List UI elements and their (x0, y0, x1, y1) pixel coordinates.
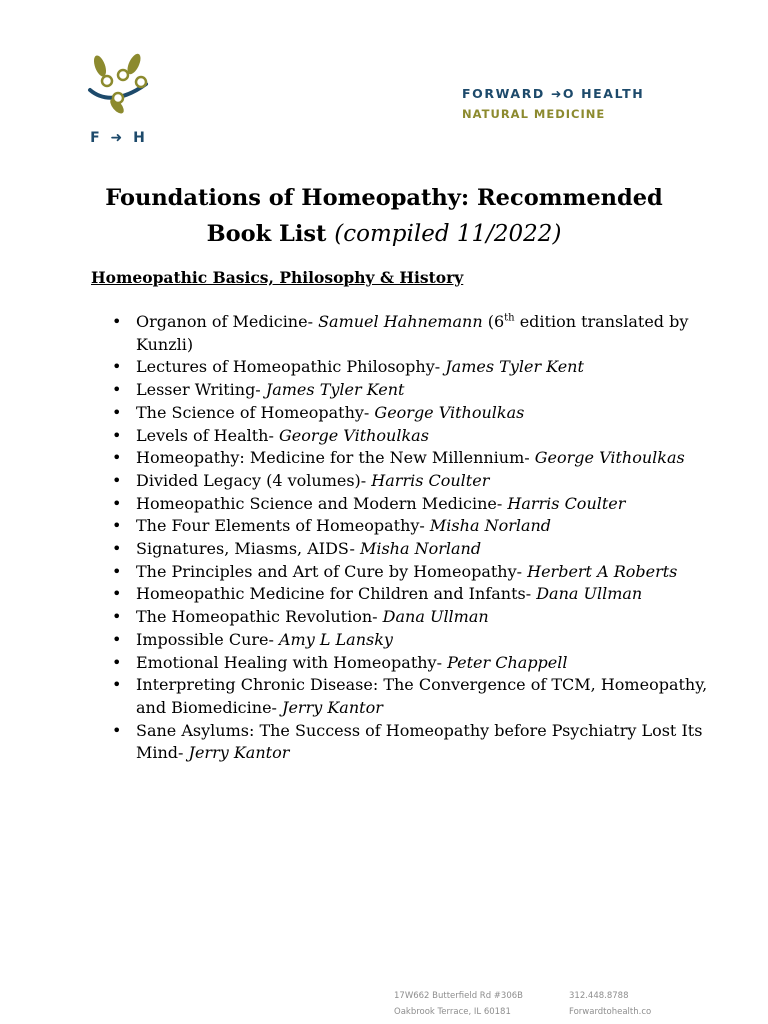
book-author: Amy L Lansky (278, 629, 393, 649)
book-title: Interpreting Chronic Disease: The Convergence of TCM, Homeopathy, and Biomedicine- (136, 675, 708, 717)
book-author: James Tyler Kent (265, 380, 405, 400)
bullet-icon: • (112, 539, 122, 559)
bullet-icon: • (112, 584, 122, 604)
book-list-item (112, 447, 712, 470)
book-title: The Science of Homeopathy- (136, 402, 375, 422)
book-title: The Homeopathic Revolution- (136, 607, 383, 627)
logo-monogram: F ➜ H (90, 130, 148, 146)
title-book-list: Book List (206, 221, 327, 247)
bullet-icon: • (112, 607, 122, 627)
book-list-item (112, 379, 712, 402)
section-heading: Homeopathic Basics, Philosophy & History (91, 268, 464, 287)
book-author: Samuel Hahnemann (318, 312, 483, 331)
book-author: James Tyler Kent (445, 357, 584, 377)
book-list-item (112, 311, 712, 356)
book-title: Sane Asylums: The Success of Homeopathy before Psychiatry Lost Its Mind- (136, 720, 703, 763)
book-author: Harris Coulter (371, 470, 490, 490)
brand-name: FORWARD ➜O HEALTH (462, 86, 645, 101)
book-list-item (112, 356, 712, 379)
bullet-icon: • (112, 652, 122, 672)
bullet-icon: • (112, 720, 122, 740)
bullet-icon: • (112, 425, 122, 445)
bullet-icon: • (112, 357, 122, 377)
bullet-icon: • (112, 402, 122, 422)
phone-number: 312.448.8788 (569, 991, 629, 1001)
bullet-icon: • (112, 380, 122, 400)
book-list-item (112, 561, 712, 584)
bullet-icon: • (112, 629, 122, 649)
book-author: Dana Ullman (382, 607, 489, 627)
title-line-1: Foundations of Homeopathy: Recommended (105, 185, 663, 211)
book-list-item (112, 425, 712, 448)
website-link[interactable]: Forwardtohealth.co (569, 1007, 652, 1017)
page-title (84, 180, 684, 252)
book-title: The Four Elements of Homeopathy- (136, 516, 430, 536)
bullet-icon: • (112, 561, 122, 581)
book-author: Herbert A Roberts (527, 561, 678, 581)
footer-contact (569, 988, 651, 1020)
brand-tagline: NATURAL MEDICINE (462, 107, 606, 121)
fh-logo-mark (84, 50, 154, 150)
bullet-icon: • (112, 516, 122, 536)
olive-branch-icon (84, 50, 154, 120)
book-title: Homeopathic Medicine for Children and Infants- (136, 584, 537, 604)
title-compiled-date: (compiled 11/2022) (334, 221, 562, 247)
footer-address (394, 988, 523, 1020)
book-author: George Vithoulkas (534, 448, 685, 468)
book-title: Divided Legacy (4 volumes)- (136, 470, 372, 490)
book-title: Homeopathy: Medicine for the New Millennium- (136, 448, 535, 468)
book-title: Impossible Cure- (136, 629, 279, 649)
book-note: edition translated by Kunzli) (136, 312, 689, 354)
book-list-item (112, 538, 712, 561)
book-list-item (112, 674, 712, 719)
book-title: Emotional Healing with Homeopathy- (136, 652, 448, 672)
book-list-item (112, 402, 712, 425)
book-title: Lesser Writing- (136, 380, 266, 400)
book-author: George Vithoulkas (278, 425, 429, 445)
book-title: Lectures of Homeopathic Philosophy- (136, 357, 446, 377)
book-title: Organon of Medicine- (136, 312, 319, 331)
bullet-icon: • (112, 470, 122, 490)
book-list-item (112, 606, 712, 629)
book-note-superscript: th (504, 312, 515, 324)
book-author: Misha Norland (359, 539, 482, 559)
book-author: Dana Ullman (536, 584, 643, 604)
book-title: Homeopathic Science and Modern Medicine- (136, 493, 508, 513)
book-list-item (112, 583, 712, 606)
book-author: Peter Chappell (447, 652, 568, 672)
bullet-icon: • (112, 312, 122, 331)
book-list-item (112, 720, 712, 765)
book-note: (6 (482, 312, 505, 331)
book-list-item (112, 652, 712, 675)
brand-logo (462, 86, 644, 121)
book-title: The Principles and Art of Cure by Homeopathy- (136, 561, 528, 581)
address-line-1: 17W662 Butterfield Rd #306B (394, 991, 523, 1001)
book-list-item (112, 629, 712, 652)
book-author: George Vithoulkas (374, 402, 525, 422)
bullet-icon: • (112, 675, 122, 695)
book-title: Levels of Health- (136, 425, 279, 445)
book-author: Jerry Kantor (282, 697, 383, 717)
bullet-icon: • (112, 448, 122, 468)
book-author: Jerry Kantor (188, 743, 290, 763)
address-line-2: Oakbrook Terrace, IL 60181 (394, 1007, 511, 1017)
book-author: Harris Coulter (507, 493, 626, 513)
book-list-item (112, 515, 712, 538)
bullet-icon: • (112, 493, 122, 513)
book-list-item (112, 493, 712, 516)
book-title: Signatures, Miasms, AIDS- (136, 539, 360, 559)
book-list-item (112, 470, 712, 493)
book-author: Misha Norland (429, 516, 552, 536)
title-line-2 (84, 216, 684, 252)
book-list (112, 311, 712, 765)
